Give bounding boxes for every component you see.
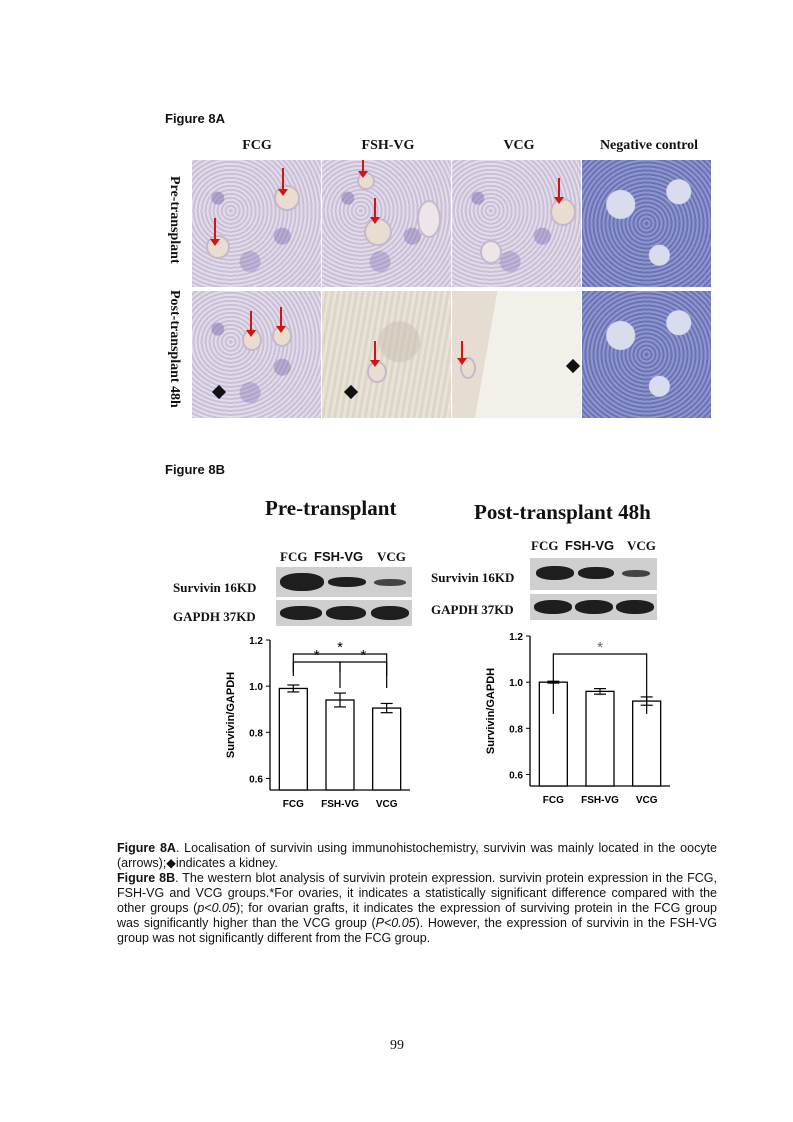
bar-vcg (373, 708, 401, 790)
figure-8a-label: Figure 8A (165, 111, 225, 126)
y-tick-label: 1.2 (509, 632, 523, 643)
column-header-vcg: VCG (503, 138, 535, 153)
caption-8b-label: Figure 8B (117, 871, 176, 885)
y-tick-label: 0.8 (509, 724, 523, 736)
caption-p-value: P<0.05 (375, 916, 416, 930)
x-tick-label: FCG (542, 795, 564, 806)
lane-label-vcg: VCG (377, 549, 406, 564)
x-tick-label: VCG (635, 795, 658, 806)
caption-8a-label: Figure 8A (117, 841, 176, 855)
survivin-blot-pre (276, 567, 412, 597)
column-header-fcg: FCG (242, 138, 272, 153)
x-tick-label: FCG (282, 799, 304, 810)
y-tick-label: 1.2 (249, 636, 263, 647)
significance-bracket (340, 662, 387, 688)
gapdh-blot-pre (276, 600, 412, 626)
arrow-icon (214, 218, 216, 240)
band-label-survivin: Survivin 16KD (173, 580, 257, 595)
bar-fcg (279, 688, 307, 790)
lane-label-fsh-vg: FSH-VG (565, 538, 615, 553)
kidney-diamond-icon (344, 385, 358, 399)
x-tick-label: VCG (375, 799, 398, 810)
arrow-icon (250, 311, 252, 331)
caption-p-value: p<0.05 (197, 901, 236, 915)
survivin-bar-chart-pre (220, 630, 430, 810)
bar-fsh-vg (586, 691, 614, 786)
arrow-icon (558, 178, 560, 198)
gapdh-blot-post (530, 594, 657, 620)
row-label-post-transplant: Post-transplant 48h (167, 290, 182, 408)
x-tick-label: FSH-VG (581, 795, 619, 806)
x-tick-label: FSH-VG (321, 799, 359, 810)
kidney-diamond-icon (212, 385, 226, 399)
y-tick-label: 0.8 (249, 728, 263, 740)
lane-label-vcg: VCG (627, 538, 656, 553)
figure-8b-label: Figure 8B (165, 462, 225, 477)
micrograph-vcg-pre (452, 160, 581, 287)
micrograph-negative-pre (582, 160, 711, 287)
significance-star: * (337, 639, 343, 656)
y-axis-label: Survivin/GAPDH (485, 667, 497, 755)
y-tick-label: 0.6 (249, 774, 263, 786)
band-label-gapdh: GAPDH 37KD (173, 609, 256, 624)
arrow-icon (282, 168, 284, 190)
band-label-survivin: Survivin 16KD (431, 570, 515, 585)
bar-fsh-vg (326, 700, 354, 790)
column-header-negative-control: Negative control (599, 138, 699, 153)
survivin-bar-chart-post (480, 626, 690, 806)
kidney-diamond-icon (566, 359, 580, 373)
significance-star: * (597, 639, 603, 656)
micrograph-fcg-post (192, 291, 321, 418)
lane-label-fsh-vg: FSH-VG (314, 549, 364, 564)
micrograph-vcg-post (452, 291, 581, 418)
arrow-icon (362, 160, 364, 172)
caption-8a-text: . Localisation of survivin using immunohistochemistry, survivin was mainly located in the oocyte (arrows);◆indicates a kidney. (117, 841, 717, 870)
micrograph-fsh-vg-pre (322, 160, 451, 287)
micrograph-fsh-vg-post (322, 291, 451, 418)
figure-caption (117, 841, 717, 946)
arrow-icon (374, 198, 376, 218)
caption-8b-text: . The western blot analysis of survivin protein expression. survivin protein expression in the FCG, FSH-VG and VCG groups.*For ovaries, it indicates a statistically significant difference compared with the other groups ( (117, 871, 717, 915)
caption-8b-text: ); for ovarian grafts, it indicates the expression of surviving protein in the FCG group was significantly higher than the VCG group ( (117, 901, 717, 930)
band-label-gapdh: GAPDH 37KD (431, 602, 514, 617)
y-tick-label: 1.0 (509, 678, 523, 690)
page-number: 99 (390, 1038, 404, 1053)
significance-star: * (360, 647, 367, 664)
row-label-pre-transplant: Pre-transplant (167, 176, 182, 264)
lane-label-fcg: FCG (531, 538, 559, 553)
y-tick-label: 1.0 (249, 682, 263, 694)
arrow-icon (374, 341, 376, 361)
arrow-icon (280, 307, 282, 327)
y-axis-label: Survivin/GAPDH (225, 671, 237, 759)
lane-label-fcg: FCG (280, 549, 308, 564)
significance-star: * (313, 647, 320, 664)
blot-title-pre: Pre-transplant (265, 496, 397, 520)
column-header-fsh-vg: FSH-VG (361, 138, 415, 153)
micrograph-negative-post (582, 291, 711, 418)
caption-8b-text: ). However, the expression of survivin in the FSH-VG group was not significantly different from the FCG group. (117, 916, 718, 945)
arrow-icon (461, 341, 463, 359)
y-tick-label: 0.6 (509, 770, 523, 782)
survivin-blot-post (530, 558, 657, 590)
micrograph-fcg-pre (192, 160, 321, 287)
blot-title-post: Post-transplant 48h (474, 500, 651, 524)
